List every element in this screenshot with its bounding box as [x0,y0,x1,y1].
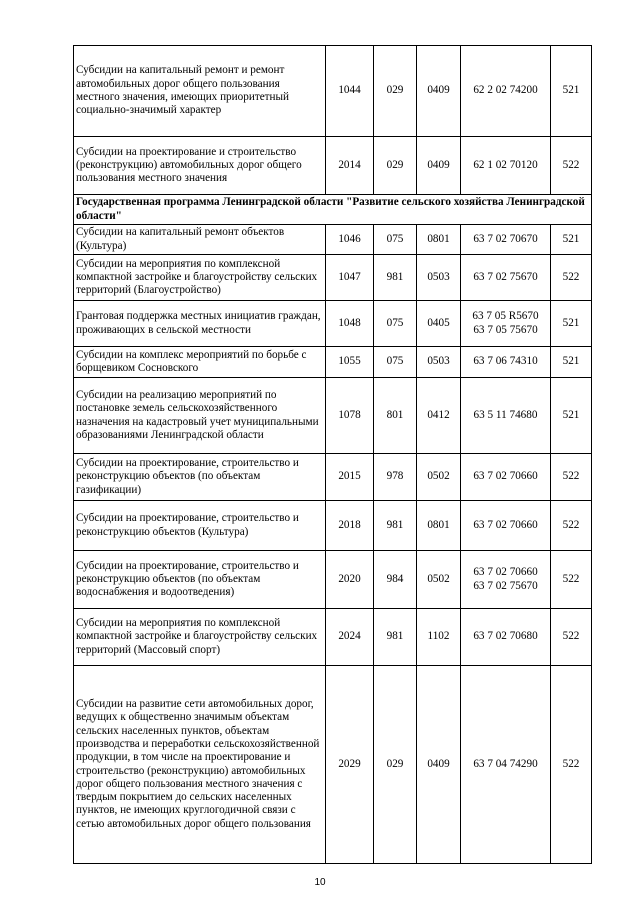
row-description: Субсидии на проектирование, строительство и реконструкцию объектов (Культура) [74,501,326,551]
table-row [74,347,592,378]
row-ministry-code: 029 [374,46,417,137]
row-section-code: 0503 [417,347,461,378]
row-ministry-code: 978 [374,454,417,501]
row-ministry-code: 029 [374,666,417,864]
row-description: Субсидии на проектирование, строительство и реконструкцию объектов (по объектам водоснабжения и водоотведения) [74,551,326,609]
row-target-article: 62 1 02 70120 [461,137,551,195]
row-description: Субсидии на проектирование, строительство и реконструкцию объектов (по объектам газификации) [74,454,326,501]
row-expense-type: 522 [551,609,592,666]
row-expense-type: 522 [551,666,592,864]
row-section-code: 0801 [417,225,461,255]
row-target-article: 63 7 05 R5670 63 7 05 75670 [461,301,551,347]
table-row [74,225,592,255]
row-code: 2029 [326,666,374,864]
table-row [74,255,592,301]
row-ministry-code: 075 [374,347,417,378]
table-row [74,551,592,609]
row-expense-type: 522 [551,501,592,551]
subsidies-table [73,45,592,864]
row-code: 2018 [326,501,374,551]
row-section-code: 0503 [417,255,461,301]
row-ministry-code: 029 [374,137,417,195]
table-row [74,301,592,347]
table-row [74,46,592,137]
row-section-code: 0409 [417,46,461,137]
row-target-article: 63 7 02 70670 [461,225,551,255]
row-expense-type: 522 [551,551,592,609]
row-target-article: 63 7 02 70660 [461,501,551,551]
row-target-article: 63 7 04 74290 [461,666,551,864]
row-ministry-code: 981 [374,501,417,551]
row-expense-type: 521 [551,301,592,347]
row-expense-type: 522 [551,137,592,195]
row-ministry-code: 981 [374,609,417,666]
table-row [74,501,592,551]
row-ministry-code: 984 [374,551,417,609]
row-section-code: 0801 [417,501,461,551]
row-code: 1046 [326,225,374,255]
row-description: Субсидии на капитальный ремонт объектов (Культура) [74,225,326,255]
row-target-article: 63 7 02 70660 63 7 02 75670 [461,551,551,609]
row-ministry-code: 801 [374,378,417,454]
section-title: Государственная программа Ленинградской области "Развитие сельского хозяйства Ленинградской области" [74,195,592,225]
row-target-article: 63 7 02 70660 [461,454,551,501]
row-target-article: 63 5 11 74680 [461,378,551,454]
row-description: Субсидии на капитальный ремонт и ремонт автомобильных дорог общего пользования местного значения, имеющих приоритетный социально-значимый характер [74,46,326,137]
row-ministry-code: 981 [374,255,417,301]
row-description: Субсидии на мероприятия по комплексной компактной застройке и благоустройству сельских территорий (Благоустройство) [74,255,326,301]
row-section-code: 0502 [417,551,461,609]
row-code: 2024 [326,609,374,666]
row-section-code: 0412 [417,378,461,454]
row-target-article: 62 2 02 74200 [461,46,551,137]
table-row [74,609,592,666]
row-code: 1078 [326,378,374,454]
row-code: 1044 [326,46,374,137]
table-row [74,454,592,501]
row-expense-type: 521 [551,378,592,454]
table-body [74,46,592,864]
page-number: 10 [314,877,326,888]
table-row [74,137,592,195]
row-expense-type: 521 [551,225,592,255]
row-section-code: 0409 [417,137,461,195]
row-description: Субсидии на развитие сети автомобильных дорог, ведущих к общественно значимым объектам сельских населенных пунктов, объектам производства и переработки сельскохозяйственной продукции, в том числе на проектирование и строительство (реконструкцию) автомобильных дорог общего пользования местного значения с твердым покрытием до сельских населенных пунктов, не имеющих круглогодичной связи с сетью автомобильных дорог общего пользования [74,666,326,864]
row-code: 2015 [326,454,374,501]
row-expense-type: 521 [551,46,592,137]
table-row [74,666,592,864]
row-expense-type: 521 [551,347,592,378]
row-code: 1048 [326,301,374,347]
row-code: 1055 [326,347,374,378]
row-target-article: 63 7 06 74310 [461,347,551,378]
row-section-code: 0409 [417,666,461,864]
row-ministry-code: 075 [374,301,417,347]
row-expense-type: 522 [551,255,592,301]
row-ministry-code: 075 [374,225,417,255]
row-description: Субсидии на комплекс мероприятий по борьбе с борщевиком Сосновского [74,347,326,378]
row-code: 2020 [326,551,374,609]
row-code: 2014 [326,137,374,195]
row-code: 1047 [326,255,374,301]
table-row [74,378,592,454]
row-section-code: 0502 [417,454,461,501]
row-description: Субсидии на проектирование и строительство (реконструкцию) автомобильных дорог общего пользования местного значения [74,137,326,195]
row-description: Субсидии на мероприятия по комплексной компактной застройке и благоустройству сельских территорий (Массовый спорт) [74,609,326,666]
row-section-code: 1102 [417,609,461,666]
row-description: Субсидии на реализацию мероприятий по постановке земель сельскохозяйственного назначения на кадастровый учет муниципальными образованиями Ленинградской области [74,378,326,454]
row-description: Грантовая поддержка местных инициатив граждан, проживающих в сельской местности [74,301,326,347]
section-row [74,195,592,225]
row-target-article: 63 7 02 70680 [461,609,551,666]
row-target-article: 63 7 02 75670 [461,255,551,301]
row-expense-type: 522 [551,454,592,501]
row-section-code: 0405 [417,301,461,347]
